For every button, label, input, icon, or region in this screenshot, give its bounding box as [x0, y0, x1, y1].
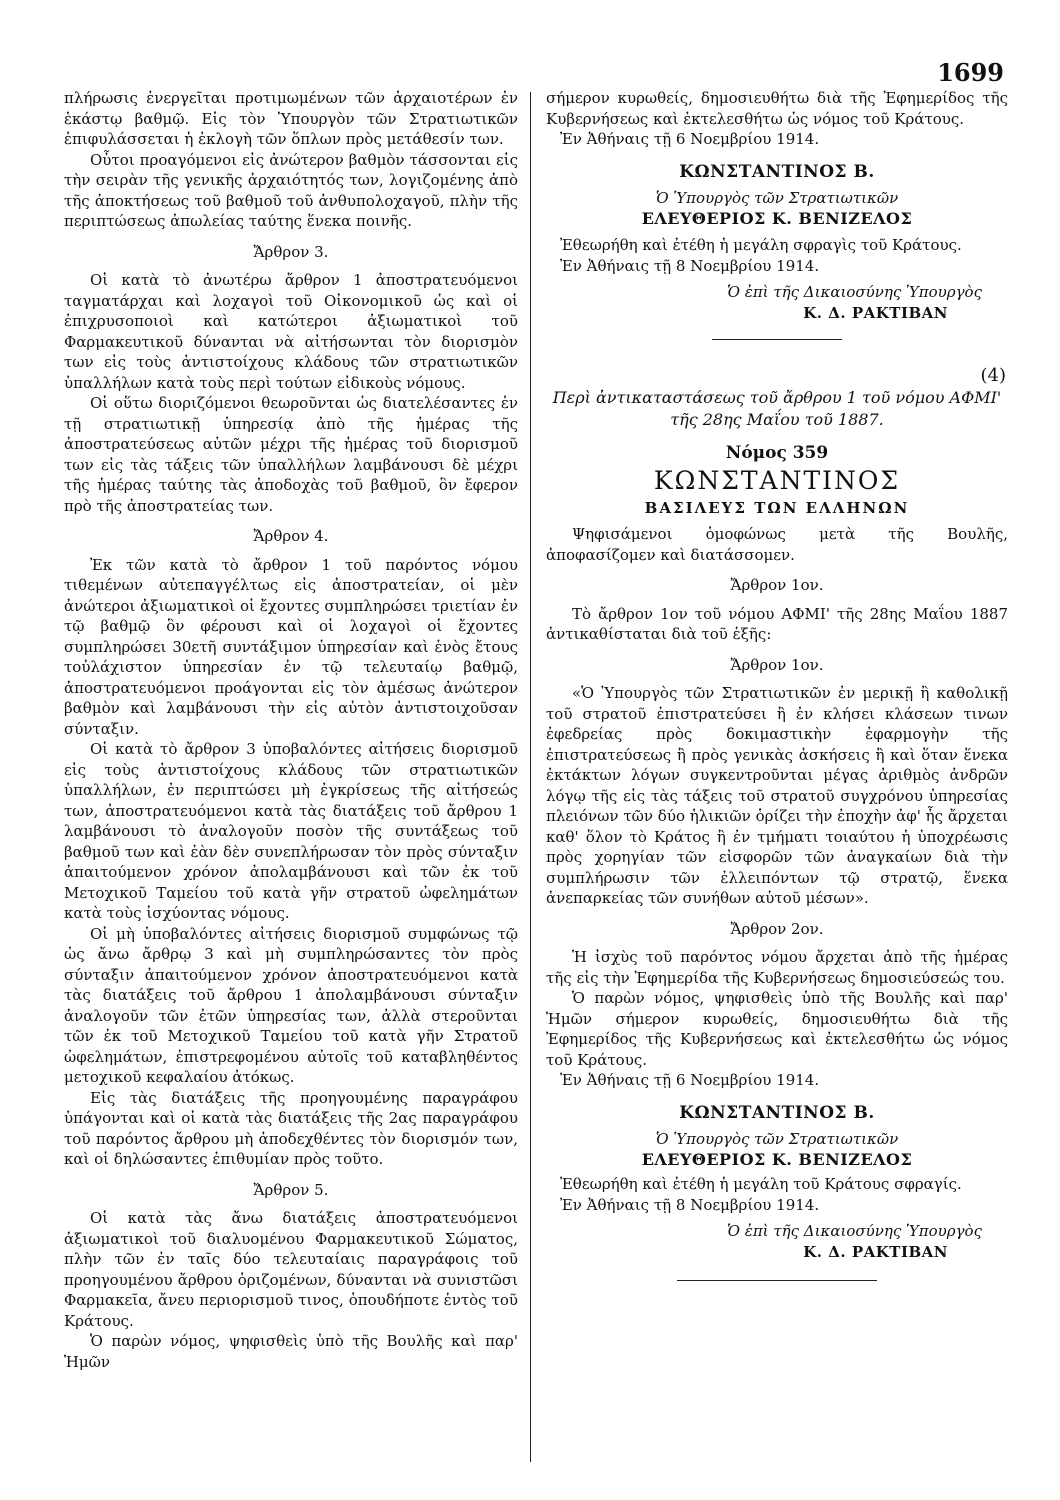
paragraph: Ἐκ τῶν κατὰ τὸ ἄρθρον 1 τοῦ παρόντος νόμου τιθεμένων αὐτεπαγγέλτως εἰς ἀποστρατείαν, οἱ μὲν ἀνώτεροι ἀξιωματικοὶ οἱ ἔχοντες συμπληρώσει τριετίαν ἐν τῷ βαθμῷ ὃν φέρουσι καὶ οἱ λοχαγοὶ οἱ ἔχοντες συμπληρώσει 30ετῆ συντάξιμον ὑπηρεσίαν καὶ ἑνὸς ἔτους τοὐλάχιστον ὑπηρεσίαν ἐν τῷ τελευταίῳ βαθμῷ, ἀποστρατευόμενοι προάγονται εἰς τὸν ἀμέσως ἀνώτερον βαθμὸν καὶ λαμβάνουσι τὴν εἰς αὐτὸν ἀντιστοιχοῦσαν σύνταξιν. [64, 555, 518, 738]
minister-name: ΕΛΕΥΘΕΡΙΟΣ Κ. ΒΕΝΙΖΕΛΟΣ [641, 208, 913, 228]
justice-minister-title: Ὁ ἐπὶ τῆς Δικαιοσύνης Ὑπουργὸς [727, 1222, 982, 1240]
justice-minister-name: Κ. Δ. ΡΑΚΤΙΒΑΝ [803, 303, 948, 322]
paragraph: Οὗτοι προαγόμενοι εἰς ἀνώτερον βαθμὸν τάσσονται εἰς τὴν σειρὰν τῆς γενικῆς ἀρχαιότητός των, λογιζομένης ἀπὸ τῆς ἀποκτήσεως τοῦ βαθμοῦ τοῦ ἀνθυπολοχαγοῦ, πλὴν τῆς περιπτώσεως ἀπωλείας ταύτης ἕνεκα ποινῆς. [64, 150, 518, 230]
law-number: Νόμος 359 [725, 442, 829, 463]
paragraph: Ὁ παρὼν νόμος, ψηφισθεὶς ὑπὸ τῆς Βουλῆς καὶ παρ' Ἡμῶν [64, 1332, 518, 1371]
paragraph: Ὁ παρὼν νόμος, ψηφισθεὶς ὑπὸ τῆς Βουλῆς καὶ παρ' Ἡμῶν σήμερον κυρωθείς, δημοσιευθήτω διὰ τῆς Ἐφημερίδος τῆς Κυβερνήσεως καὶ ἐκτελεσθήτω ὡς νόμος τοῦ Κράτους. [546, 989, 1008, 1069]
date-line: Ἐν Ἀθήναις τῇ 6 Νοεμβρίου 1914. [560, 130, 820, 148]
right-column [546, 88, 1008, 1281]
paragraph: Τὸ ἄρθρον 1ον τοῦ νόμου ΑΦΜΙ' τῆς 28ης Μαΐου 1887 ἀντικαθίσταται διὰ τοῦ ἑξῆς: [546, 604, 1008, 643]
left-column [64, 88, 518, 1372]
separator-rule [712, 339, 842, 340]
paragraph: πλήρωσις ἐνεργεῖται προτιμωμένων τῶν ἀρχαιοτέρων ἐν ἑκάστῳ βαθμῷ. Εἰς τὸν Ὑπουργὸν τῶν Στρατιωτικῶν ἐπιφυλάσσεται ἡ ἐκλογὴ τῶν ὅπλων πρὸς μετάθεσίν των. [64, 89, 518, 148]
seal-note: Ἐθεωρήθη καὶ ἐτέθη ἡ μεγάλη τοῦ Κράτους σφραγίς. [560, 1175, 962, 1193]
date-line: Ἐν Ἀθήναις τῇ 8 Νοεμβρίου 1914. [560, 256, 820, 275]
paragraph: σήμερον κυρωθείς, δημοσιευθήτω διὰ τῆς Ἐφημερίδος τῆς Κυβερνήσεως καὶ ἐκτελεσθήτω ὡς νόμος τοῦ Κράτους. [546, 89, 1008, 128]
minister-name: ΕΛΕΥΘΕΡΙΟΣ Κ. ΒΕΝΙΖΕΛΟΣ [641, 1149, 913, 1169]
page-number: 1699 [937, 58, 1004, 87]
paragraph: Οἱ μὴ ὑποβαλόντες αἰτήσεις διορισμοῦ συμφώνως τῷ ὡς ἄνω ἄρθρῳ 3 καὶ μὴ συμπληρώσαντες τὸν πρὸς σύνταξιν ἀπαιτούμενον χρόνον ἀποστρατευόμενοι κατὰ τὰς διατάξεις τοῦ ἄρθρου 1 ἀπολαμβάνουσι σύνταξιν ἀναλογοῦν τῶν ἐτῶν ὑπηρεσίας των, ἀλλὰ στεροῦνται τῶν ἐκ τοῦ Μετοχικοῦ Ταμείου τοῦ κατὰ γῆν Στρατοῦ ὠφελημάτων, ἐπιστρεφομένου αὐτοῖς τοῦ καταβληθέντος μετοχικοῦ κεφαλαίου ἀτόκως. [64, 924, 518, 1086]
date-line: Ἐν Ἀθήναις τῇ 6 Νοεμβρίου 1914. [560, 1071, 820, 1089]
paragraph: Εἰς τὰς διατάξεις τῆς προηγουμένης παραγράφου ὑπάγονται καὶ οἱ κατὰ τὰς διατάξεις τῆς 2ας παραγράφου τοῦ παρόντος ἄρθρου μὴ ἀποδεχθέντες τὸν διορισμόν των, καὶ οἱ δηλώσαντες ἐπιθυμίαν πρὸς τοῦτο. [64, 1088, 518, 1168]
king-signature: ΚΩΝΣΤΑΝΤΙΝΟΣ Β. [679, 161, 875, 182]
justice-minister-name: Κ. Δ. ΡΑΚΤΙΒΑΝ [803, 1242, 948, 1261]
article-heading: Ἄρθρον 5. [253, 1180, 329, 1199]
law-reference-number: (4) [980, 365, 1006, 386]
paragraph: Οἱ κατὰ τὸ ἀνωτέρω ἄρθρον 1 ἀποστρατευόμενοι ταγματάρχαι καὶ λοχαγοὶ τοῦ Οἰκονομικοῦ ὡς καὶ οἱ ἐπιχρυσοποιοὶ καὶ κατώτεροι ἀξιωματικοὶ τοῦ Φαρμακευτικοῦ δύνανται νὰ αἰτήσωνται τὸν διορισμὸν των εἰς τοὺς ἀντιστοίχους κλάδους τῶν στρατιωτικῶν ὑπαλλήλων κατὰ τοὺς περὶ τούτων εἰδικοὺς νόμους. [64, 271, 518, 392]
article-heading: Ἄρθρον 4. [253, 527, 329, 545]
king-subtitle: ΒΑΣΙΛΕΥΣ ΤΩΝ ΕΛΛΗΝΩΝ [644, 498, 910, 517]
article-heading: Ἄρθρον 2ον. [730, 919, 824, 938]
paragraph: Ἡ ἰσχὺς τοῦ παρόντος νόμου ἄρχεται ἀπὸ τῆς ἡμέρας τῆς εἰς τὴν Ἐφημερίδα τῆς Κυβερνήσεως δημοσιεύσεώς του. [546, 948, 1008, 987]
king-signature: ΚΩΝΣΤΑΝΤΙΝΟΣ Β. [679, 1102, 875, 1123]
paragraph: Ψηφισάμενοι ὁμοφώνως μετὰ τῆς Βουλῆς, ἀποφασίζομεν καὶ διατάσσομεν. [546, 525, 1008, 564]
article-heading: Ἄρθρον 3. [253, 242, 329, 261]
paragraph: Οἱ οὕτω διοριζόμενοι θεωροῦνται ὡς διατελέσαντες ἐν τῇ στρατιωτικῇ ὑπηρεσίᾳ ἀπὸ τῆς ἡμέρας τῆς ἀποστρατεύσεως αὐτῶν μέχρι τῆς ἡμέρας τοῦ διορισμοῦ των εἰς τὰς τάξεις τῶν ὑπαλλήλων λαμβάνουσι δὲ μέχρι τῆς ἡμέρας ταύτης τὰς ἀποδοχὰς τοῦ βαθμοῦ, ὃν ἔφερον πρὸ τῆς ἀποστρατείας των. [64, 394, 518, 515]
law-subject: Περὶ ἀντικαταστάσεως τοῦ ἄρθρου 1 τοῦ νόμου ΑΦΜΙ' τῆς 28ης Μαΐου τοῦ 1887. [552, 387, 1002, 429]
article-heading: Ἄρθρον 1ον. [730, 576, 824, 594]
date-line: Ἐν Ἀθήναις τῇ 8 Νοεμβρίου 1914. [560, 1195, 820, 1214]
separator-rule [677, 1280, 877, 1281]
paragraph: Οἱ κατὰ τὸ ἄρθρον 3 ὑποβαλόντες αἰτήσεις διορισμοῦ εἰς τοὺς ἀντιστοίχους κλάδους τῶν στρατιωτικῶν ὑπαλλήλων, ἐν περιπτώσει μὴ ἐγκρίσεως τῆς αἰτήσεώς των, ἀποστρατευόμενοι κατὰ τὰς διατάξεις τοῦ ἄρθρου 1 λαμβάνουσι τὸ ἀναλογοῦν ποσὸν τῆς συντάξεως τοῦ βαθμοῦ των καὶ ἐὰν δὲν συνεπλήρωσαν τὸν πρὸς σύνταξιν ἀπαιτούμενον χρόνον ἀπολαμβάνουσι καὶ τῶν ἐκ τοῦ Μετοχικοῦ Ταμείου τοῦ κατὰ γῆν στρατοῦ ὠφελημάτων κατὰ τοὺς ἰσχύοντας νόμους. [64, 740, 518, 922]
king-heading: ΚΩΝΣΤΑΝΤΙΝΟΣ [653, 466, 901, 495]
column-divider [530, 92, 531, 1462]
article-heading: Ἄρθρον 1ον. [730, 655, 824, 674]
minister-title: Ὁ Ὑπουργὸς τῶν Στρατιωτικῶν [655, 189, 899, 207]
paragraph: Οἱ κατὰ τὰς ἄνω διατάξεις ἀποστρατευόμενοι ἀξιωματικοὶ τοῦ διαλυομένου Φαρμακευτικοῦ Σώματος, πλὴν τῶν ἐν ταῖς δύο τελευταίαις παραγράφοις τοῦ προηγουμένου ἄρθρου ὁριζομένων, δύνανται νὰ συνιστῶσι Φαρμακεῖα, ἄνευ περιορισμοῦ τινος, ὁπουδήποτε ἐντὸς τοῦ Κράτους. [64, 1209, 518, 1330]
minister-title: Ὁ Ὑπουργὸς τῶν Στρατιωτικῶν [655, 1130, 899, 1148]
quoted-article: «Ὁ Ὑπουργὸς τῶν Στρατιωτικῶν ἐν μερικῇ ἢ καθολικῇ τοῦ στρατοῦ ἐπιστρατεύσει ἢ ἐν κλήσει κλάσεων τινων ἐφεδρείας πρὸς δοκιμαστικὴν ἐφαρμογὴν τῆς ἐπιστρατεύσεως ἢ πρὸς γενικὰς ἀσκήσεις ἢ καὶ ὅταν ἕνεκα ἐκτάκτων λόγων συγκεντροῦνται μέγας ἀριθμὸς ἀνδρῶν λόγῳ τῆς εἰς τὰς τάξεις τοῦ στρατοῦ συγχρόνου ὑπηρεσίας πλειόνων τῶν δύο ἡλικιῶν ὁρίζει τὴν ἐποχὴν ἀφ' ἧς ἄρχεται καθ' ὅλον τὸ Κράτος ἢ ἐν τμήματι τοιαύτου ἡ ὑποχρέωσις πρὸς χορηγίαν τῶν εἰσφορῶν τῶν ἀναγκαίων διὰ τὴν συμπλήρωσιν τῶν ἐλλειπόντων τῷ στρατῷ, ἕνεκα ἀνεπαρκείας τῶν συνήθων αὐτοῦ μέσων». [546, 684, 1008, 907]
justice-minister-title: Ὁ ἐπὶ τῆς Δικαιοσύνης Ὑπουργὸς [727, 283, 982, 301]
seal-note: Ἐθεωρήθη καὶ ἐτέθη ἡ μεγάλη σφραγὶς τοῦ Κράτους. [560, 236, 962, 254]
